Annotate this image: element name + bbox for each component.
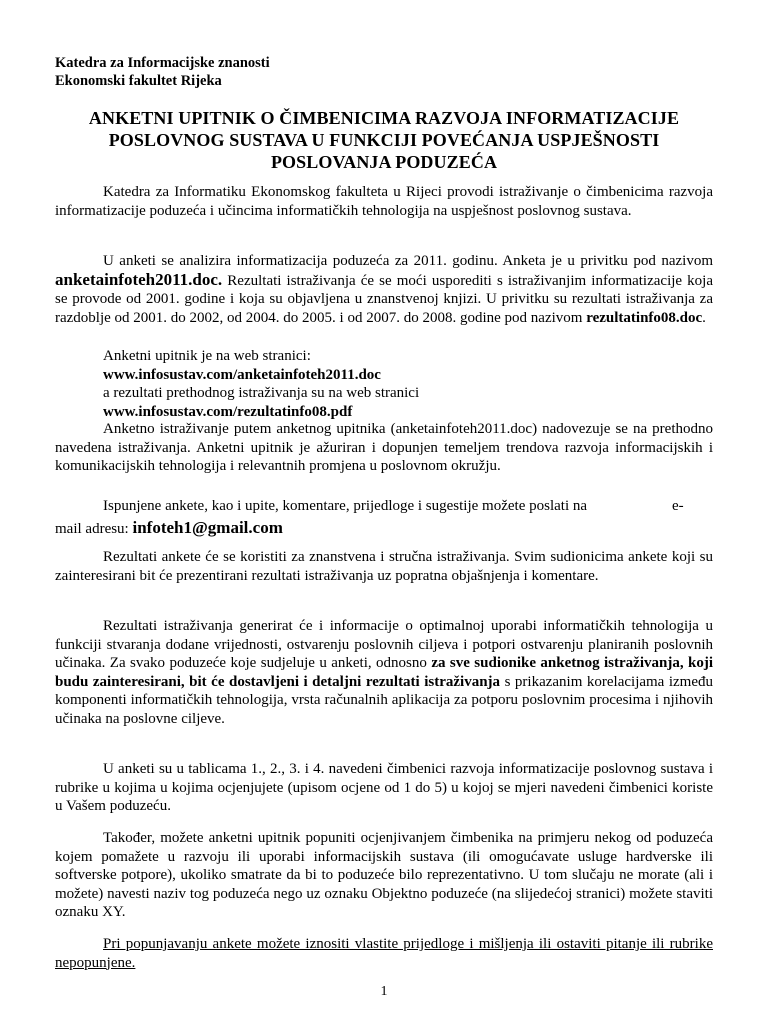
paragraph-results-text: Rezultati istraživanja generirat će i informacije o optimalnoj uporabi informatičkih tehnologija u funkciji stvaranja dodane vrijednosti, ostvarenju poslovnih ciljeva i potpori ostvarenju planiranih poslovnih učinaka. Za svako poduzeće koje sudjeluje u anketi, odnosno — [55, 618, 713, 671]
contact-text-hyphen: e- — [672, 498, 684, 514]
paragraph-intro: Katedra za Informatiku Ekonomskog fakulteta u Rijeci provodi istraživanje o čimbenicima razvoja informatizacije poduzeća i učincima informatičkih tehnologija na uspješnost poslovnog sustava. — [55, 184, 713, 219]
institution-header — [55, 54, 270, 90]
contact-text: Ispunjene ankete, kao i upite, komentare, prijedloge i sugestije možete poslati na — [103, 498, 588, 514]
paragraph-contact — [55, 497, 713, 538]
results-filename: rezultatinfo08.doc — [586, 309, 703, 326]
paragraph-results — [55, 617, 713, 728]
paragraph-survey-info-text: U anketi se analizira informatizacija poduzeća za 2011. godinu. Anketa je u privitku pod nazivom — [103, 253, 713, 269]
paragraph-usage: Rezultati ankete će se koristiti za znanstvena i stručna istraživanja. Svim sudionicima ankete koji su zainteresirani bit će prezentirani rezultati istraživanja uz popratna objašnjenja i komentare. — [55, 549, 713, 584]
paragraph-notes: Pri popunjavanju ankete možete iznositi vlastite prijedloge i mišljenja ili ostaviti pitanje ili rubrike nepopunjene. — [55, 936, 713, 971]
paragraph-tables: U anketi su u tablicama 1., 2., 3. i 4. navedeni čimbenici razvoja informatizacije poslovnog sustava i rubrike u kojima u kojima ocjenjujete (upisom ocjene od 1 do 5) u kojoj se mjeri navedeni čimbenici koriste u Vašem poduzeću. — [55, 761, 713, 814]
contact-text-2: mail adresu: — [55, 520, 133, 537]
title-line-1: ANKETNI UPITNIK O ČIMBENICIMA RAZVOJA INFORMATIZACIJE — [88, 108, 680, 128]
page-number: 1 — [380, 984, 388, 999]
paragraph-results-bold: za sve sudionike anketnog istraživanja, koji budu zainteresirani, bit će dostavljeni i detaljni rezultati istraživanja — [55, 655, 714, 690]
title-line-2: POSLOVNOG SUSTAVA U FUNKCIJI POVEĆANJA USPJEŠNOSTI — [108, 130, 660, 150]
survey-web-link[interactable]: www.infosustav.com/anketainfoteh2011.doc — [103, 366, 381, 383]
department-name: Katedra za Informacijske znanosti — [55, 55, 270, 71]
document-title — [48, 107, 720, 173]
contact-email[interactable]: infoteh1@gmail.com — [132, 517, 283, 537]
paragraph-update: Anketno istraživanje putem anketnog upitnika (anketainfoteh2011.doc) nadovezuje se na prethodno navedena istraživanja. Anketni upitnik je ažuriran i dopunjen temeljem trendova razvoja informacijskih i komunikacijskih tehnologija i relevantnih promjena u poslovnom okružju. — [55, 421, 713, 474]
results-web-label: a rezultati prethodnog istraživanja su na web stranici — [103, 385, 420, 401]
paragraph-survey-info — [55, 252, 713, 327]
faculty-name: Ekonomski fakultet Rijeka — [55, 73, 222, 89]
paragraph-survey-info-text-2: Rezultati istraživanja će se moći usporediti s istraživanjim informatizacije koja se provode od 2001. godine i koja su objavljena u znanstvenoj knjizi. U privitku su rezultati istraživanja za razdoblje od 2001. do 2002, od 2004. do 2005. i od 2007. do 2008. godine pod nazivom — [55, 272, 713, 326]
results-web-link[interactable]: www.infosustav.com/rezultatinfo08.pdf — [103, 403, 353, 420]
paragraph-alternative: Također, možete anketni upitnik popuniti ocjenjivanjem čimbenika na primjeru nekog od poduzeća kojem pomažete u razvoju ili uporabi informacijskih sustava (ili omogućavate usluge hardverske ili softverske potpore), ukoliko smatrate da bi to poduzeće bilo reprezentativno. U tom slučaju ne morate (ali i možete) navesti naziv tog poduzeća nego uz oznaku Objektno poduzeće (na slijedećoj stranici) možete staviti oznaku XY. — [55, 830, 713, 920]
paragraph-results-text-2: s prikazanim korelacijama između komponenti informatičkih tehnologija, vrsta računalnih aplikacija za potporu poslovnim procesima i njihovih učinaka na poslovne ciljeve. — [55, 673, 713, 727]
title-line-3: POSLOVANJA PODUZEĆA — [270, 152, 498, 172]
survey-web-label: Anketni upitnik je na web stranici: — [103, 348, 311, 364]
paragraph-survey-info-end: . — [702, 309, 706, 326]
survey-filename: anketainfoteh2011.doc. — [55, 269, 223, 289]
web-links-block — [103, 347, 713, 421]
